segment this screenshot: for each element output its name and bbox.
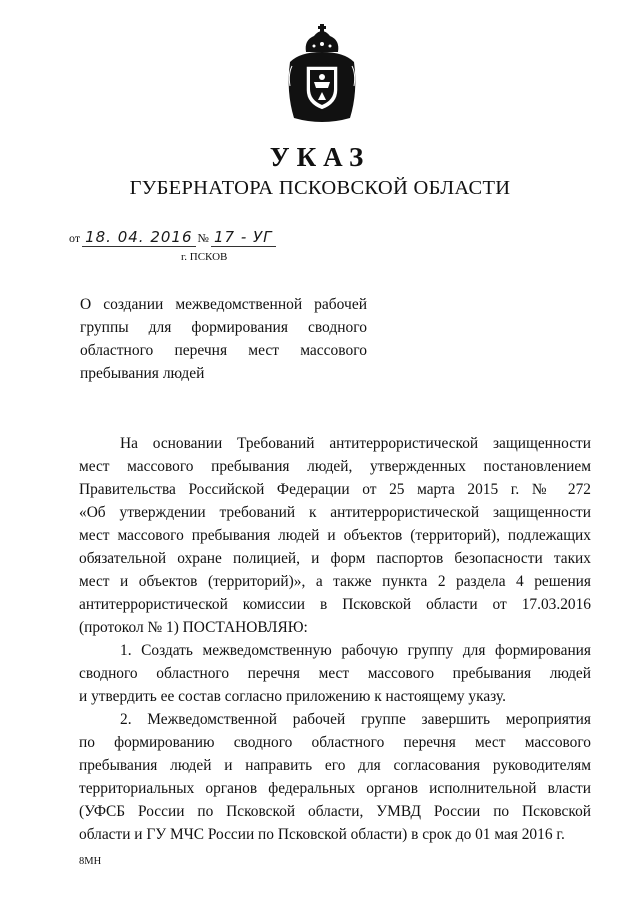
subject-line: пребывания людей — [80, 365, 205, 382]
subject-line: областного перечня мест массового — [80, 342, 367, 359]
body-line: обязательной охране полицией, и форм паспортов безопасности таких — [79, 550, 591, 567]
body-line: «Об утверждении требований к антитеррористической защищенности — [79, 504, 591, 521]
subject-line: О создании межведомственной рабочей — [80, 296, 367, 313]
body-line: антитеррористической комиссии в Псковской области от 17.03.2016 — [79, 596, 591, 613]
city-label: г. ПСКОВ — [181, 251, 228, 263]
handwritten-date: 18. 04. 2016 — [82, 228, 195, 247]
body-line: территориальных органов федеральных органов исполнительной власти — [79, 780, 591, 797]
subject-line: группы для формирования сводного — [80, 319, 367, 336]
body-line: сводного областного перечня мест массового пребывания людей — [79, 665, 591, 682]
document-title: УКАЗ — [269, 142, 371, 172]
body-line: и утвердить ее состав согласно приложению к настоящему указу. — [79, 688, 506, 705]
body-line: мест массового пребывания людей, утвержденных постановлением — [79, 458, 591, 475]
body-line: 2. Межведомственной рабочей группе завершить мероприятия — [120, 711, 591, 728]
document-subtitle: ГУБЕРНАТОРА ПСКОВСКОЙ ОБЛАСТИ — [129, 177, 511, 199]
document-subject — [80, 293, 367, 385]
body-line: по формированию сводного областного перечня мест массового — [79, 734, 591, 751]
body-line: Правительства Российской Федерации от 25 марта 2015 г. № 272 — [79, 481, 591, 498]
body-line: (протокол № 1) ПОСТАНОВЛЯЮ: — [79, 619, 308, 636]
body-line: На основании Требований антитеррористической защищенности — [120, 435, 591, 452]
number-sign: № — [197, 231, 209, 245]
body-line: 1. Создать межведомственную рабочую группу для формирования — [120, 642, 591, 659]
body-line: (УФСБ России по Псковской области, УМВД России по Псковской — [79, 803, 591, 820]
footer-code: 8МН — [79, 856, 102, 867]
handwritten-number: 17 - УГ — [211, 228, 276, 247]
body-line: пребывания людей и направить его для согласования руководителям — [79, 757, 591, 774]
body-line: мест массового пребывания людей и объектов (территорий), подлежащих — [79, 527, 591, 544]
document-body — [79, 432, 591, 846]
body-line: области и ГУ МЧС России по Псковской области) в срок до 01 мая 2016 г. — [79, 826, 565, 843]
date-number-line — [67, 228, 276, 247]
body-line: мест и объектов (территорий)», а также пункта 2 раздела 4 решения — [79, 573, 591, 590]
date-prefix: от — [69, 231, 81, 245]
coat-of-arms-icon — [284, 22, 360, 126]
